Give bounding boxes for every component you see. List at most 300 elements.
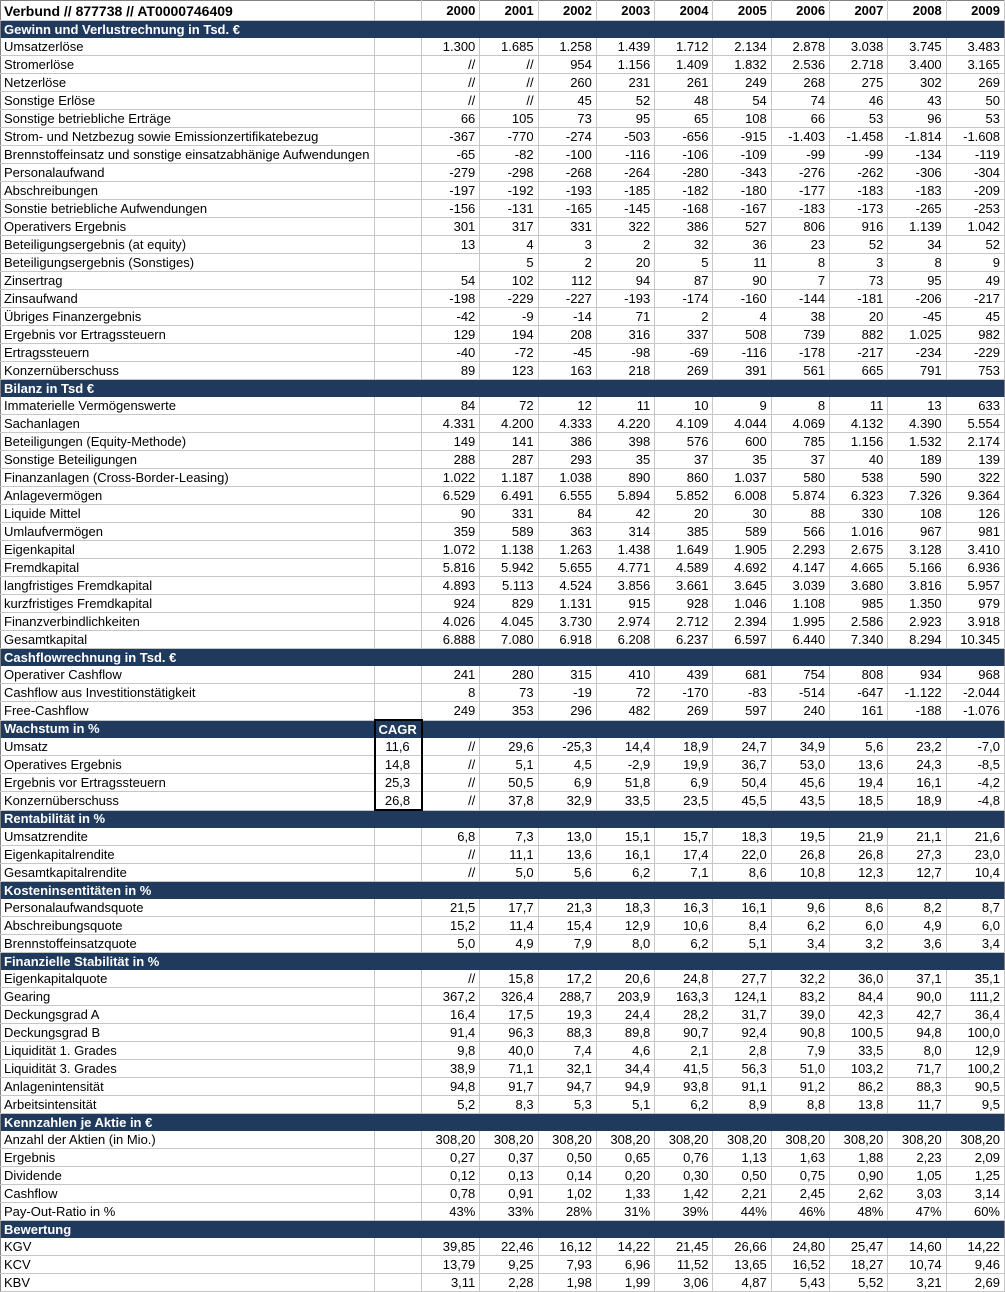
value-cell[interactable]: -343 — [713, 164, 771, 182]
value-cell[interactable]: 538 — [830, 469, 888, 487]
value-cell[interactable]: 90,5 — [946, 1078, 1004, 1096]
value-cell[interactable]: 0,27 — [422, 1149, 480, 1167]
value-cell[interactable]: // — [422, 970, 480, 988]
value-cell[interactable]: 954 — [538, 56, 596, 74]
value-cell[interactable]: 2.675 — [830, 541, 888, 559]
value-cell[interactable]: 12,7 — [888, 864, 946, 882]
value-cell[interactable]: -45 — [888, 308, 946, 326]
value-cell[interactable]: -4,2 — [946, 774, 1004, 792]
value-cell[interactable]: 665 — [830, 362, 888, 380]
value-cell[interactable]: 102 — [480, 272, 538, 290]
row-label[interactable]: Cashflow aus Investitionstätigkeit — [1, 684, 375, 702]
value-cell[interactable]: 48 — [655, 92, 713, 110]
value-cell[interactable]: -160 — [713, 290, 771, 308]
value-cell[interactable]: 7,3 — [480, 828, 538, 846]
row-label[interactable]: Übriges Finanzergebnis — [1, 308, 375, 326]
value-cell[interactable]: 7.326 — [888, 487, 946, 505]
value-cell[interactable]: 359 — [422, 523, 480, 541]
value-cell[interactable]: -268 — [538, 164, 596, 182]
value-cell[interactable]: 6.440 — [771, 631, 829, 649]
value-cell[interactable]: 2,09 — [946, 1149, 1004, 1167]
value-cell[interactable]: 1.263 — [538, 541, 596, 559]
value-cell[interactable]: 11 — [596, 397, 654, 415]
value-cell[interactable]: 23 — [771, 236, 829, 254]
value-cell[interactable]: 50,5 — [480, 774, 538, 792]
value-cell[interactable]: 1.139 — [888, 218, 946, 236]
value-cell[interactable]: 3,11 — [422, 1274, 480, 1292]
value-cell[interactable]: 231 — [596, 74, 654, 92]
cagr-empty-cell[interactable] — [375, 182, 422, 200]
row-label[interactable]: Eigenkapitalquote — [1, 970, 375, 988]
value-cell[interactable]: 967 — [888, 523, 946, 541]
value-cell[interactable]: 308,20 — [422, 1131, 480, 1149]
value-cell[interactable]: -131 — [480, 200, 538, 218]
value-cell[interactable]: 3,6 — [888, 935, 946, 953]
cagr-value-cell[interactable]: 25,3 — [375, 774, 422, 792]
value-cell[interactable]: 90,7 — [655, 1024, 713, 1042]
value-cell[interactable]: 14,60 — [888, 1238, 946, 1256]
cagr-empty-cell[interactable] — [375, 988, 422, 1006]
value-cell[interactable]: -193 — [596, 290, 654, 308]
value-cell[interactable]: 43,5 — [771, 792, 829, 811]
value-cell[interactable]: 1.025 — [888, 326, 946, 344]
row-label[interactable]: kurzfristiges Fremdkapital — [1, 595, 375, 613]
cagr-empty-cell[interactable] — [375, 433, 422, 451]
section-header-fill[interactable] — [422, 720, 1005, 738]
value-cell[interactable]: 11 — [830, 397, 888, 415]
value-cell[interactable]: 860 — [655, 469, 713, 487]
value-cell[interactable]: 90,0 — [888, 988, 946, 1006]
value-cell[interactable]: 23,0 — [946, 846, 1004, 864]
value-cell[interactable]: 21,3 — [538, 899, 596, 917]
value-cell[interactable]: 17,4 — [655, 846, 713, 864]
value-cell[interactable]: 985 — [830, 595, 888, 613]
value-cell[interactable]: 1.046 — [713, 595, 771, 613]
value-cell[interactable]: 6,2 — [596, 864, 654, 882]
value-cell[interactable]: 32,1 — [538, 1060, 596, 1078]
value-cell[interactable]: 7,9 — [771, 1042, 829, 1060]
value-cell[interactable]: 316 — [596, 326, 654, 344]
section-header-fill[interactable] — [375, 1114, 1005, 1132]
value-cell[interactable]: 6,2 — [655, 1096, 713, 1114]
value-cell[interactable]: // — [422, 74, 480, 92]
value-cell[interactable]: 3.661 — [655, 577, 713, 595]
value-cell[interactable]: 3 — [830, 254, 888, 272]
value-cell[interactable]: 924 — [422, 595, 480, 613]
value-cell[interactable]: 33,5 — [830, 1042, 888, 1060]
value-cell[interactable]: 13,8 — [830, 1096, 888, 1114]
value-cell[interactable]: // — [422, 756, 480, 774]
value-cell[interactable]: 13,6 — [538, 846, 596, 864]
value-cell[interactable]: 24,8 — [655, 970, 713, 988]
value-cell[interactable]: 2,21 — [713, 1185, 771, 1203]
value-cell[interactable]: -1.814 — [888, 128, 946, 146]
value-cell[interactable]: 203,9 — [596, 988, 654, 1006]
value-cell[interactable]: -227 — [538, 290, 596, 308]
value-cell[interactable]: 5,1 — [596, 1096, 654, 1114]
value-cell[interactable]: 22,0 — [713, 846, 771, 864]
value-cell[interactable]: 16,3 — [655, 899, 713, 917]
value-cell[interactable]: 9,5 — [946, 1096, 1004, 1114]
value-cell[interactable]: 21,5 — [422, 899, 480, 917]
value-cell[interactable]: 45 — [946, 308, 1004, 326]
cagr-empty-cell[interactable] — [375, 469, 422, 487]
value-cell[interactable]: -4,8 — [946, 792, 1004, 811]
cagr-value-cell[interactable]: 11,6 — [375, 738, 422, 756]
value-cell[interactable]: 10.345 — [946, 631, 1004, 649]
value-cell[interactable]: -2,9 — [596, 756, 654, 774]
value-cell[interactable]: 337 — [655, 326, 713, 344]
value-cell[interactable]: 1.995 — [771, 613, 829, 631]
value-cell[interactable]: 4.771 — [596, 559, 654, 577]
value-cell[interactable]: 308,20 — [596, 1131, 654, 1149]
value-cell[interactable]: 28% — [538, 1203, 596, 1221]
value-cell[interactable]: 96,3 — [480, 1024, 538, 1042]
value-cell[interactable]: 7,1 — [655, 864, 713, 882]
value-cell[interactable]: 6.597 — [713, 631, 771, 649]
value-cell[interactable]: 88,3 — [888, 1078, 946, 1096]
value-cell[interactable]: 249 — [422, 702, 480, 721]
value-cell[interactable]: 1.438 — [596, 541, 654, 559]
value-cell[interactable]: 91,1 — [713, 1078, 771, 1096]
value-cell[interactable]: -197 — [422, 182, 480, 200]
row-label[interactable]: Arbeitsintensität — [1, 1096, 375, 1114]
value-cell[interactable]: 829 — [480, 595, 538, 613]
value-cell[interactable]: 112 — [538, 272, 596, 290]
value-cell[interactable]: 916 — [830, 218, 888, 236]
row-label[interactable]: Gearing — [1, 988, 375, 1006]
row-label[interactable]: Anzahl der Aktien (in Mio.) — [1, 1131, 375, 1149]
value-cell[interactable]: 0,91 — [480, 1185, 538, 1203]
row-label[interactable]: Zinsaufwand — [1, 290, 375, 308]
value-cell[interactable]: 91,7 — [480, 1078, 538, 1096]
value-cell[interactable]: 785 — [771, 433, 829, 451]
cagr-empty-cell[interactable] — [375, 38, 422, 56]
value-cell[interactable]: 331 — [538, 218, 596, 236]
value-cell[interactable]: 5 — [480, 254, 538, 272]
value-cell[interactable]: 10 — [655, 397, 713, 415]
value-cell[interactable]: 0,65 — [596, 1149, 654, 1167]
value-cell[interactable]: -229 — [946, 344, 1004, 362]
value-cell[interactable]: 66 — [771, 110, 829, 128]
value-cell[interactable]: 0,12 — [422, 1167, 480, 1185]
value-cell[interactable]: 4.390 — [888, 415, 946, 433]
value-cell[interactable]: 84 — [422, 397, 480, 415]
row-label[interactable]: Beteiligungsergebnis (Sonstiges) — [1, 254, 375, 272]
value-cell[interactable]: -144 — [771, 290, 829, 308]
value-cell[interactable]: -134 — [888, 146, 946, 164]
cagr-empty-cell[interactable] — [375, 1, 422, 21]
value-cell[interactable]: -1.608 — [946, 128, 1004, 146]
value-cell[interactable]: 934 — [888, 666, 946, 684]
value-cell[interactable]: 94,7 — [538, 1078, 596, 1096]
value-cell[interactable]: 322 — [946, 469, 1004, 487]
value-cell[interactable]: 330 — [830, 505, 888, 523]
value-cell[interactable]: 10,6 — [655, 917, 713, 935]
value-cell[interactable]: 261 — [655, 74, 713, 92]
value-cell[interactable]: 4,9 — [480, 935, 538, 953]
row-label[interactable]: Deckungsgrad B — [1, 1024, 375, 1042]
value-cell[interactable]: 34,9 — [771, 738, 829, 756]
value-cell[interactable]: 37,8 — [480, 792, 538, 811]
value-cell[interactable]: 2.586 — [830, 613, 888, 631]
value-cell[interactable]: 3.128 — [888, 541, 946, 559]
value-cell[interactable]: 890 — [596, 469, 654, 487]
value-cell[interactable]: 353 — [480, 702, 538, 721]
value-cell[interactable]: 26,8 — [771, 846, 829, 864]
value-cell[interactable]: 2.293 — [771, 541, 829, 559]
value-cell[interactable]: 53 — [946, 110, 1004, 128]
cagr-empty-cell[interactable] — [375, 559, 422, 577]
value-cell[interactable]: 8 — [771, 397, 829, 415]
value-cell[interactable]: -253 — [946, 200, 1004, 218]
value-cell[interactable]: 16,52 — [771, 1256, 829, 1274]
value-cell[interactable]: 5.874 — [771, 487, 829, 505]
value-cell[interactable]: 1.409 — [655, 56, 713, 74]
section-header-fill[interactable] — [375, 810, 1005, 828]
section-header[interactable]: Rentabilität in % — [1, 810, 375, 828]
value-cell[interactable]: 4,6 — [596, 1042, 654, 1060]
value-cell[interactable]: 84 — [538, 505, 596, 523]
value-cell[interactable]: 60% — [946, 1203, 1004, 1221]
value-cell[interactable]: 9,46 — [946, 1256, 1004, 1274]
value-cell[interactable]: 2 — [538, 254, 596, 272]
value-cell[interactable]: 42 — [596, 505, 654, 523]
value-cell[interactable]: -298 — [480, 164, 538, 182]
cagr-empty-cell[interactable] — [375, 846, 422, 864]
value-cell[interactable]: -1.122 — [888, 684, 946, 702]
value-cell[interactable]: 4.069 — [771, 415, 829, 433]
value-cell[interactable]: 0,90 — [830, 1167, 888, 1185]
value-cell[interactable]: -106 — [655, 146, 713, 164]
value-cell[interactable]: 386 — [538, 433, 596, 451]
value-cell[interactable]: 2.923 — [888, 613, 946, 631]
row-label[interactable]: Ergebnis vor Ertragssteuern — [1, 326, 375, 344]
value-cell[interactable]: -109 — [713, 146, 771, 164]
value-cell[interactable]: 1.038 — [538, 469, 596, 487]
value-cell[interactable]: 308,20 — [538, 1131, 596, 1149]
value-cell[interactable]: 982 — [946, 326, 1004, 344]
value-cell[interactable]: 8,0 — [596, 935, 654, 953]
value-cell[interactable]: 100,5 — [830, 1024, 888, 1042]
value-cell[interactable]: 0,13 — [480, 1167, 538, 1185]
value-cell[interactable]: 322 — [596, 218, 654, 236]
cagr-empty-cell[interactable] — [375, 970, 422, 988]
section-header[interactable]: Kennzahlen je Aktie in € — [1, 1114, 375, 1132]
value-cell[interactable]: 7,4 — [538, 1042, 596, 1060]
value-cell[interactable]: 91,4 — [422, 1024, 480, 1042]
value-cell[interactable]: // — [422, 56, 480, 74]
row-label[interactable]: Strom- und Netzbezug sowie Emissionzertifikatebezug — [1, 128, 375, 146]
value-cell[interactable]: 2,62 — [830, 1185, 888, 1203]
value-cell[interactable]: 16,1 — [888, 774, 946, 792]
value-cell[interactable]: 3.483 — [946, 38, 1004, 56]
row-label[interactable]: Zinsertrag — [1, 272, 375, 290]
value-cell[interactable]: 72 — [596, 684, 654, 702]
row-label[interactable]: Ertragssteuern — [1, 344, 375, 362]
value-cell[interactable]: 260 — [538, 74, 596, 92]
value-cell[interactable]: 5,1 — [713, 935, 771, 953]
row-label[interactable]: Free-Cashflow — [1, 702, 375, 721]
value-cell[interactable]: 31,7 — [713, 1006, 771, 1024]
value-cell[interactable]: 590 — [888, 469, 946, 487]
value-cell[interactable]: -82 — [480, 146, 538, 164]
value-cell[interactable]: 3.645 — [713, 577, 771, 595]
value-cell[interactable]: 33% — [480, 1203, 538, 1221]
value-cell[interactable]: 3,21 — [888, 1274, 946, 1292]
row-label[interactable]: Abschreibungsquote — [1, 917, 375, 935]
value-cell[interactable]: -168 — [655, 200, 713, 218]
value-cell[interactable]: 981 — [946, 523, 1004, 541]
value-cell[interactable]: 19,4 — [830, 774, 888, 792]
value-cell[interactable]: 296 — [538, 702, 596, 721]
value-cell[interactable]: 53,0 — [771, 756, 829, 774]
value-cell[interactable]: 18,5 — [830, 792, 888, 811]
value-cell[interactable]: 73 — [830, 272, 888, 290]
value-cell[interactable]: -265 — [888, 200, 946, 218]
row-label[interactable]: Sachanlagen — [1, 415, 375, 433]
value-cell[interactable]: 3.730 — [538, 613, 596, 631]
value-cell[interactable]: 2.974 — [596, 613, 654, 631]
value-cell[interactable]: 5,0 — [480, 864, 538, 882]
value-cell[interactable]: 4.045 — [480, 613, 538, 631]
value-cell[interactable]: 6,96 — [596, 1256, 654, 1274]
cagr-empty-cell[interactable] — [375, 200, 422, 218]
row-label[interactable]: Umsatzrendite — [1, 828, 375, 846]
value-cell[interactable]: -1.458 — [830, 128, 888, 146]
value-cell[interactable]: 4.331 — [422, 415, 480, 433]
value-cell[interactable]: 19,9 — [655, 756, 713, 774]
row-label[interactable]: Sonstige betriebliche Erträge — [1, 110, 375, 128]
row-label[interactable]: Anlagevermögen — [1, 487, 375, 505]
value-cell[interactable]: 391 — [713, 362, 771, 380]
row-label[interactable]: Liquide Mittel — [1, 505, 375, 523]
value-cell[interactable]: 43 — [888, 92, 946, 110]
value-cell[interactable]: 18,3 — [596, 899, 654, 917]
value-cell[interactable]: 3.856 — [596, 577, 654, 595]
row-label[interactable]: Dividende — [1, 1167, 375, 1185]
value-cell[interactable]: // — [422, 846, 480, 864]
sheet-title[interactable]: Verbund // 877738 // AT0000746409 — [1, 1, 375, 21]
row-label[interactable]: Pay-Out-Ratio in % — [1, 1203, 375, 1221]
value-cell[interactable]: 2,23 — [888, 1149, 946, 1167]
value-cell[interactable]: 23,5 — [655, 792, 713, 811]
value-cell[interactable]: 53 — [830, 110, 888, 128]
cagr-empty-cell[interactable] — [375, 917, 422, 935]
value-cell[interactable]: 29,6 — [480, 738, 538, 756]
value-cell[interactable]: 40 — [830, 451, 888, 469]
value-cell[interactable]: -170 — [655, 684, 713, 702]
value-cell[interactable]: 4,9 — [888, 917, 946, 935]
value-cell[interactable]: 71,1 — [480, 1060, 538, 1078]
cagr-empty-cell[interactable] — [375, 415, 422, 433]
value-cell[interactable]: 7,93 — [538, 1256, 596, 1274]
value-cell[interactable]: 16,1 — [713, 899, 771, 917]
value-cell[interactable]: 90 — [713, 272, 771, 290]
value-cell[interactable]: 74 — [771, 92, 829, 110]
value-cell[interactable]: 15,7 — [655, 828, 713, 846]
cagr-empty-cell[interactable] — [375, 1238, 422, 1256]
value-cell[interactable]: 4.132 — [830, 415, 888, 433]
value-cell[interactable]: 22,46 — [480, 1238, 538, 1256]
value-cell[interactable]: 4.893 — [422, 577, 480, 595]
row-label[interactable]: Liquidität 1. Grades — [1, 1042, 375, 1060]
value-cell[interactable]: 2.712 — [655, 613, 713, 631]
cagr-empty-cell[interactable] — [375, 487, 422, 505]
value-cell[interactable]: 218 — [596, 362, 654, 380]
value-cell[interactable]: 6.208 — [596, 631, 654, 649]
value-cell[interactable]: 1.187 — [480, 469, 538, 487]
cagr-empty-cell[interactable] — [375, 1131, 422, 1149]
value-cell[interactable]: 7,9 — [538, 935, 596, 953]
value-cell[interactable]: 45 — [538, 92, 596, 110]
value-cell[interactable]: -1.076 — [946, 702, 1004, 721]
value-cell[interactable]: 123 — [480, 362, 538, 380]
value-cell[interactable]: 141 — [480, 433, 538, 451]
value-cell[interactable]: -209 — [946, 182, 1004, 200]
value-cell[interactable]: 13 — [888, 397, 946, 415]
value-cell[interactable]: 37,1 — [888, 970, 946, 988]
value-cell[interactable]: 2,28 — [480, 1274, 538, 1292]
value-cell[interactable]: 8,3 — [480, 1096, 538, 1114]
value-cell[interactable]: 4.044 — [713, 415, 771, 433]
value-cell[interactable]: 90 — [422, 505, 480, 523]
cagr-empty-cell[interactable] — [375, 74, 422, 92]
row-label[interactable]: Beteiligungen (Equity-Methode) — [1, 433, 375, 451]
value-cell[interactable]: // — [422, 738, 480, 756]
value-cell[interactable]: 19,3 — [538, 1006, 596, 1024]
cagr-empty-cell[interactable] — [375, 1167, 422, 1185]
value-cell[interactable]: 882 — [830, 326, 888, 344]
value-cell[interactable]: 87 — [655, 272, 713, 290]
value-cell[interactable]: 8,7 — [946, 899, 1004, 917]
value-cell[interactable]: 2 — [596, 236, 654, 254]
value-cell[interactable]: 6,2 — [655, 935, 713, 953]
section-header-fill[interactable] — [375, 882, 1005, 900]
value-cell[interactable]: -304 — [946, 164, 1004, 182]
value-cell[interactable]: 3.400 — [888, 56, 946, 74]
value-cell[interactable]: 194 — [480, 326, 538, 344]
value-cell[interactable]: 20,6 — [596, 970, 654, 988]
value-cell[interactable]: 5,6 — [830, 738, 888, 756]
value-cell[interactable]: 9 — [946, 254, 1004, 272]
row-label[interactable]: Personalaufwand — [1, 164, 375, 182]
value-cell[interactable]: -69 — [655, 344, 713, 362]
value-cell[interactable]: 24,4 — [596, 1006, 654, 1024]
value-cell[interactable]: 6.936 — [946, 559, 1004, 577]
row-label[interactable]: Konzernüberschuss — [1, 362, 375, 380]
value-cell[interactable]: 41,5 — [655, 1060, 713, 1078]
value-cell[interactable]: 100,2 — [946, 1060, 1004, 1078]
row-label[interactable]: Eigenkapital — [1, 541, 375, 559]
value-cell[interactable]: 103,2 — [830, 1060, 888, 1078]
value-cell[interactable]: 21,1 — [888, 828, 946, 846]
value-cell[interactable]: 40,0 — [480, 1042, 538, 1060]
cagr-empty-cell[interactable] — [375, 1078, 422, 1096]
section-header[interactable]: Bilanz in Tsd € — [1, 380, 375, 398]
value-cell[interactable]: 5.816 — [422, 559, 480, 577]
value-cell[interactable]: -770 — [480, 128, 538, 146]
value-cell[interactable]: 1.258 — [538, 38, 596, 56]
value-cell[interactable]: 20 — [655, 505, 713, 523]
row-label[interactable]: Finanzverbindlichkeiten — [1, 613, 375, 631]
value-cell[interactable]: 6.555 — [538, 487, 596, 505]
value-cell[interactable]: 1.532 — [888, 433, 946, 451]
value-cell[interactable]: 7 — [771, 272, 829, 290]
value-cell[interactable]: 561 — [771, 362, 829, 380]
value-cell[interactable]: // — [422, 92, 480, 110]
value-cell[interactable]: 1.156 — [830, 433, 888, 451]
